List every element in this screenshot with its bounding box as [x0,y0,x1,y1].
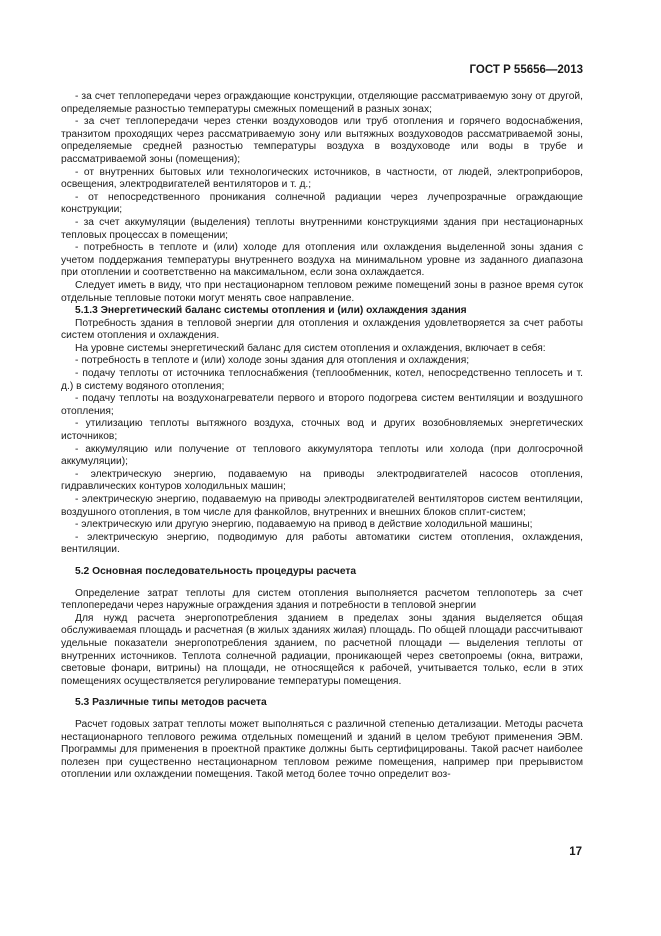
paragraph: - за счет аккумуляции (выделения) теплоты внутренними конструкциями здания при нестационарных тепловых процессах в помещении; [61,216,583,241]
paragraph: - от непосредственного проникания солнечной радиации через лучепрозрачные ограждающие конструкции; [61,191,583,216]
paragraph: - аккумуляцию или получение от теплового аккумулятора теплоты или холода (при долгосрочной аккумуляции); [61,443,583,468]
paragraph: - подачу теплоты от источника теплоснабжения (теплообменник, котел, непосредственно теплосеть и т. д.) в систему водяного отопления; [61,368,583,392]
paragraph: Следует иметь в виду, что при нестационарном тепловом режиме помещений зоны в разное время суток отдельные тепловые потоки могут менять свое направление. [61,279,583,304]
paragraph: - за счет теплопередачи через ограждающие конструкции, отделяющие рассматриваемую зону от другой, определяемые разностью температуры смежных помещений в разных зонах; [61,91,583,115]
page-number: 17 [569,846,582,858]
document-header: ГОСТ Р 55656—2013 [469,64,583,76]
section-heading: 5.1.3 Энергетический баланс системы отопления и (или) охлаждения здания [75,305,467,317]
paragraph: - утилизацию теплоты вытяжного воздуха, сточных вод и других возобновляемых энергетических источников; [61,418,583,443]
paragraph: - от внутренних бытовых или технологических источников, в частности, от людей, электроприборов, освещения, электродвигателей вентиляторов и т. д.; [61,166,583,191]
paragraph: - электрическую энергию, подаваемую на приводы электродвигателей вентиляторов систем вентиляции, воздушного отопления, в том числе для фанкойлов, внутренних и внешних блоков сплит-систем; [61,494,583,518]
paragraph: - за счет теплопередачи через стенки воздуховодов или труб отопления и горячего водоснабжения, транзитом проходящих через рассматриваемую зону или вытяжных воздуховодов рассматриваемой зоны, определяемые средней разностью температуры воздуха в воздуховоде или воды в трубе и рассматриваемой зоны (помещения); [61,116,583,165]
paragraph: Определение затрат теплоты для систем отопления выполняется расчетом теплопотерь за счет теплопередачи через наружные ограждения здания и потребности в тепловой энергии [61,587,583,612]
paragraph: На уровне системы энергетический баланс для систем отопления и охлаждения, включает в себя: [75,342,546,354]
paragraph: Потребность здания в тепловой энергии для отопления и охлаждения удовлетворяется за счет работы систем отопления и охлаждения. [61,317,583,342]
paragraph: - электрическую или другую энергию, подаваемую на привод в действие холодильной машины; [75,519,533,531]
document-body [61,91,583,782]
paragraph: - электрическую энергию, подаваемую на приводы электродвигателей насосов отопления, гидравлических контуров холодильных машин; [61,468,583,493]
section-heading: 5.3 Различные типы методов расчета [75,697,267,709]
paragraph: Расчет годовых затрат теплоты может выполняться с различной степенью детализации. Методы расчета нестационарного теплового режима отдельных помещений и зданий в целом требуют применения ЭВМ. Программы для применения в проектной практике должны быть сертифицированы. Такой расчет наиболее полезен при существенно нестационарном тепловом режиме помещения, например при прерывистом отоплении или охлаждении помещения. Такой метод более точно определит воз- [61,718,583,781]
paragraph: - подачу теплоты на воздухонагреватели первого и второго подогрева систем вентиляции и воздушного отопления; [61,393,583,417]
section-heading: 5.2 Основная последовательность процедуры расчета [75,565,357,577]
paragraph: - потребность в теплоте и (или) холоде для отопления или охлаждения выделенной зоны здания с учетом поддержания температуры внутреннего воздуха на минимальном уровне из заданного диапазона при отоплении и соответственно на максимальном, если зона охлаждается. [61,242,583,279]
paragraph: Для нужд расчета энергопотребления зданием в пределах зоны здания выделяется общая обслуживаемая площадь и расчетная (в жилых зданиях жилая) площадь. По общей площади рассчитывают удельные показатели энергопотребления зданием, по расчетной площади — выделения теплоты от внутренних источников. Теплота солнечной радиации, проникающей через светопроемы (окна, витражи, световые фонари, витрины) на площади, не относящейся к рабочей, учитывается только, если в этих помещениях осуществляется регулирование температуры помещения. [61,612,583,687]
paragraph: - электрическую энергию, подводимую для работы автоматики систем отопления, охлаждения, вентиляции. [61,531,583,556]
paragraph: - потребность в теплоте и (или) холоде зоны здания для отопления и охлаждения; [75,355,470,367]
